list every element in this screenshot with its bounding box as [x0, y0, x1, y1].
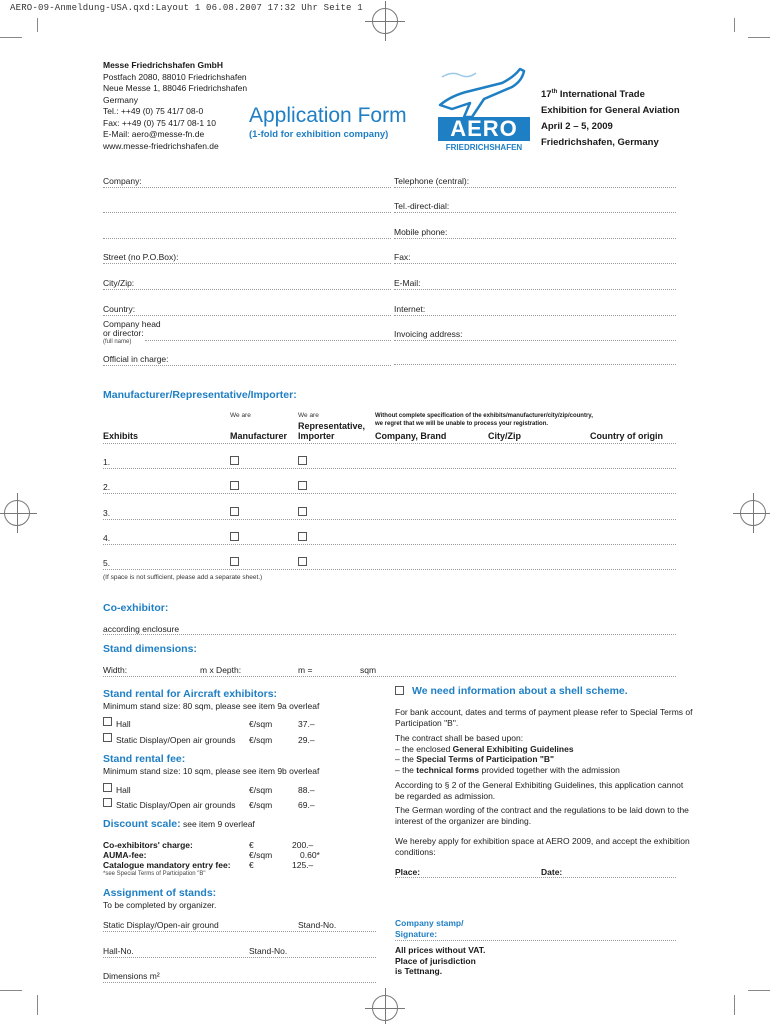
manufacturer-checkbox[interactable] [230, 456, 239, 465]
hall-no-label: Hall-No. [103, 946, 134, 956]
width-label: Width: [103, 665, 128, 675]
crop-mark [748, 37, 770, 38]
rental-min-size: Minimum stand size: 10 sqm, please see item 9b overleaf [103, 766, 320, 776]
crop-mark [734, 18, 735, 32]
company-input[interactable] [103, 187, 391, 188]
importer-checkbox[interactable] [298, 456, 307, 465]
aircraft-static-label: Static Display/Open air grounds [116, 735, 236, 745]
country-label: Country: [103, 304, 136, 314]
coexhibitor-charge-price: 200.– [292, 840, 314, 850]
aircraft-hall-unit: €/sqm [249, 719, 273, 729]
rental-hall-price: 88.– [298, 785, 315, 795]
exhibit-row-number: 1. [103, 457, 111, 467]
country-input[interactable] [103, 315, 391, 316]
stand-no-label: Stand-No. [298, 920, 337, 930]
contract-item-prefix: – the enclosed [395, 743, 453, 754]
event-place: Friedrichshafen, Germany [541, 137, 659, 149]
telephone-input[interactable] [394, 187, 676, 188]
event-line1: International Trade [557, 89, 645, 101]
we-are-label: We are [230, 412, 251, 419]
company-head-line1: Company head [103, 319, 161, 329]
event-line2: Exhibition for General Aviation [541, 105, 680, 117]
importer-checkbox[interactable] [298, 481, 307, 490]
catalogue-fee-price: 125.– [292, 860, 314, 870]
german-wording-note: The German wording of the contract and the regulations to be laid down to the interest of the organizer are binding. [395, 805, 689, 826]
address-line: E-Mail: aero@messe-fn.de [103, 129, 205, 139]
company-head-input[interactable] [145, 340, 391, 341]
stand-dimensions-title: Stand dimensions: [103, 643, 197, 655]
coexhibitor-charge-unit: € [249, 840, 254, 850]
internet-label: Internet: [394, 304, 426, 314]
signature-label: Signature: [395, 928, 438, 939]
event-edition-suffix: th [551, 89, 558, 95]
col-city-zip: City/Zip [488, 431, 521, 441]
manufacturer-title: Manufacturer/Representative/Importer: [103, 389, 297, 401]
official-input[interactable] [103, 365, 391, 366]
importer-checkbox[interactable] [298, 507, 307, 516]
invoicing-label: Invoicing address: [394, 329, 463, 339]
contract-basis [395, 733, 695, 775]
equals-label: m = [298, 665, 313, 675]
rental-static-checkbox[interactable] [103, 798, 112, 807]
invoicing-input-line2[interactable] [394, 364, 676, 365]
jurisdiction-place: is Tettnang. [395, 966, 443, 976]
crop-mark [37, 995, 38, 1015]
manufacturer-checkbox[interactable] [230, 557, 239, 566]
print-header: AERO-09-Anmeldung-USA.qxd:Layout 1 06.08.2007 17:32 Uhr Seite 1 [10, 3, 363, 13]
exhibit-row-number: 2. [103, 482, 111, 492]
invoicing-input[interactable] [394, 340, 676, 341]
exhibit-row-number: 3. [103, 508, 111, 518]
date-label: Date: [541, 867, 563, 877]
rental-hall-label: Hall [116, 785, 131, 795]
email-input[interactable] [394, 289, 676, 290]
rental-fee-title: Stand rental fee: [103, 753, 186, 765]
shell-scheme-label: We need information about a shell scheme. [412, 685, 628, 697]
manufacturer-checkbox[interactable] [230, 532, 239, 541]
crop-mark [748, 990, 770, 991]
tel-direct-input[interactable] [394, 212, 676, 213]
stand-no-label: Stand-No. [249, 946, 288, 956]
hall-no-input[interactable] [103, 957, 376, 958]
internet-input[interactable] [394, 315, 676, 316]
coexhibitor-input[interactable] [103, 634, 676, 635]
depth-label: m x Depth: [200, 665, 242, 675]
telephone-label: Telephone (central): [394, 176, 470, 186]
aircraft-static-price: 29.– [298, 735, 315, 745]
importer-checkbox[interactable] [298, 557, 307, 566]
assignment-sub: To be completed by organizer. [103, 900, 217, 910]
stamp-signature [395, 918, 464, 939]
fax-input[interactable] [394, 263, 676, 264]
place-date-input[interactable] [395, 877, 676, 878]
rental-hall-unit: €/sqm [249, 785, 273, 795]
contract-item-prefix: – the [395, 764, 417, 775]
event-edition: 17 [541, 89, 552, 101]
aircraft-rental-title: Stand rental for Aircraft exhibitors: [103, 688, 278, 700]
rental-static-label: Static Display/Open air grounds [116, 800, 236, 810]
special-terms-ref: Special Terms of Participation "B" [416, 754, 555, 764]
exhibit-row-line[interactable] [103, 569, 676, 570]
address-line: Germany [103, 94, 138, 105]
exhibit-row-number: 5. [103, 558, 111, 568]
discount-note: see item 9 overleaf [182, 819, 255, 829]
aircraft-hall-label: Hall [116, 719, 131, 729]
registration-mark-icon [4, 500, 30, 526]
col-manufacturer: Manufacturer [230, 431, 288, 441]
signature-input[interactable] [395, 940, 676, 941]
we-are-label: We are [298, 412, 319, 419]
warning-line: we regret that we will be unable to process your registration. [375, 421, 549, 427]
logo-word: AERO [450, 116, 518, 141]
exhibit-row-line[interactable] [103, 519, 676, 520]
col-company-brand: Company, Brand [375, 431, 447, 441]
sqm-label: sqm [360, 665, 377, 675]
catalogue-fee-unit: € [249, 860, 254, 870]
address-line: Neue Messe 1, 88046 Friedrichshafen [103, 83, 248, 93]
static-ground-label: Static Display/Open-air ground [103, 920, 219, 930]
logo-city: FRIEDRICHSHAFEN [445, 143, 523, 152]
city-label: City/Zip: [103, 278, 135, 288]
company-head-line2: or director: [103, 328, 144, 338]
catalogue-fee-label: Catalogue mandatory entry fee: [103, 860, 231, 870]
table-header-rule [103, 443, 676, 444]
rental-hall-checkbox[interactable] [103, 783, 112, 792]
col-importer: Importer [298, 431, 335, 441]
address-line: www.messe-friedrichshafen.de [103, 140, 219, 151]
rental-static-price: 69.– [298, 800, 315, 810]
stand-dimensions-input[interactable] [103, 676, 676, 677]
admission-note: According to § 2 of the General Exhibiting Guidelines, this application cannot be regarded as admission. [395, 780, 684, 801]
auma-fee-unit: €/sqm [249, 850, 273, 860]
warning-line: Without complete specification of the exhibits/manufacturer/city/zip/country, [375, 413, 593, 419]
stamp-label: Company stamp/ [395, 918, 464, 928]
discount-title: Discount scale: [103, 818, 181, 830]
email-label: E-Mail: [394, 278, 421, 288]
form-subtitle: (1-fold for exhibition company) [249, 129, 389, 140]
company-label: Company: [103, 176, 142, 186]
company-head-note: (full name) [103, 339, 132, 345]
application-statement: We hereby apply for exhibition space at AERO 2009, and accept the exhibition conditions: [395, 836, 690, 857]
shell-scheme-checkbox[interactable] [395, 686, 404, 695]
crop-mark [0, 37, 22, 38]
dimensions-input[interactable] [103, 982, 376, 983]
registration-mark-icon [740, 500, 766, 526]
exhibit-row-line[interactable] [103, 468, 676, 469]
auma-fee-label: AUMA-fee: [103, 850, 147, 860]
company-input-line2[interactable] [103, 212, 391, 213]
coexhibitor-title: Co-exhibitor: [103, 602, 169, 614]
col-representative: Representative, [298, 421, 366, 431]
exhibit-row-line[interactable] [103, 544, 676, 545]
contract-intro: The contract shall be based upon: [395, 733, 524, 743]
street-label: Street (no P.O.Box): [103, 252, 179, 262]
aircraft-static-unit: €/sqm [249, 735, 273, 745]
jurisdiction-note: Place of jurisdiction [395, 955, 476, 966]
street-input[interactable] [103, 263, 391, 264]
payment-terms: For bank account, dates and terms of payment please refer to Special Terms of Participation "B". [395, 707, 693, 728]
auma-fee-price: 0.60* [300, 850, 320, 860]
organizer-address [103, 60, 247, 152]
address-line: Fax: ++49 (0) 75 41/7 08-1 10 [103, 117, 216, 128]
aircraft-min-size: Minimum stand size: 80 sqm, please see item 9a overleaf [103, 701, 320, 711]
importer-checkbox[interactable] [298, 532, 307, 541]
company-head-label [103, 320, 161, 347]
exhibit-row-line[interactable] [103, 493, 676, 494]
technical-forms-suffix: provided together with the admission [479, 764, 620, 775]
coexhibitor-charge-label: Co-exhibitors' charge: [103, 840, 193, 850]
space-note: (If space is not sufficient, please add a separate sheet.) [103, 574, 263, 581]
organizer-name: Messe Friedrichshafen GmbH [103, 60, 223, 70]
aircraft-hall-price: 37.– [298, 719, 315, 729]
col-exhibits: Exhibits [103, 431, 139, 441]
technical-forms-ref: technical forms [416, 764, 480, 775]
city-input[interactable] [103, 289, 391, 290]
coexhibitor-text: according enclosure [103, 624, 180, 634]
crop-mark [734, 995, 735, 1015]
fax-label: Fax: [394, 252, 411, 262]
company-input-line3[interactable] [103, 238, 391, 239]
vat-note: All prices without VAT. [395, 945, 486, 955]
registration-mark-icon [372, 995, 398, 1021]
manufacturer-checkbox[interactable] [230, 507, 239, 516]
vat-jurisdiction [395, 945, 485, 977]
aircraft-static-checkbox[interactable] [103, 733, 112, 742]
dimensions-label: Dimensions m² [103, 971, 160, 981]
discount-scale [103, 818, 255, 830]
tel-direct-label: Tel.-direct-dial: [394, 201, 450, 211]
place-label: Place: [395, 867, 421, 877]
form-title: Application Form [249, 104, 407, 127]
assignment-title: Assignment of stands: [103, 887, 217, 899]
manufacturer-checkbox[interactable] [230, 481, 239, 490]
event-info [541, 84, 680, 151]
event-dates: April 2 – 5, 2009 [541, 121, 613, 133]
crop-mark [0, 990, 22, 991]
crop-mark [37, 18, 38, 32]
col-country-origin: Country of origin [590, 431, 663, 441]
charges-note: *see Special Terms of Participation "B" [103, 871, 206, 877]
aircraft-hall-checkbox[interactable] [103, 717, 112, 726]
address-line: Tel.: ++49 (0) 75 41/7 08-0 [103, 106, 204, 116]
registration-warning [375, 412, 593, 428]
registration-mark-icon [372, 8, 398, 34]
exhibit-row-number: 4. [103, 533, 111, 543]
contract-item-prefix: – the [395, 754, 417, 764]
static-ground-input[interactable] [103, 931, 376, 932]
rental-static-unit: €/sqm [249, 800, 273, 810]
mobile-label: Mobile phone: [394, 227, 448, 237]
aero-logo [432, 55, 532, 155]
mobile-input[interactable] [394, 238, 676, 239]
address-line: Postfach 2080, 88010 Friedrichshafen [103, 71, 247, 82]
official-label: Official in charge: [103, 354, 169, 364]
general-guidelines-ref: General Exhibiting Guidelines [452, 743, 574, 754]
